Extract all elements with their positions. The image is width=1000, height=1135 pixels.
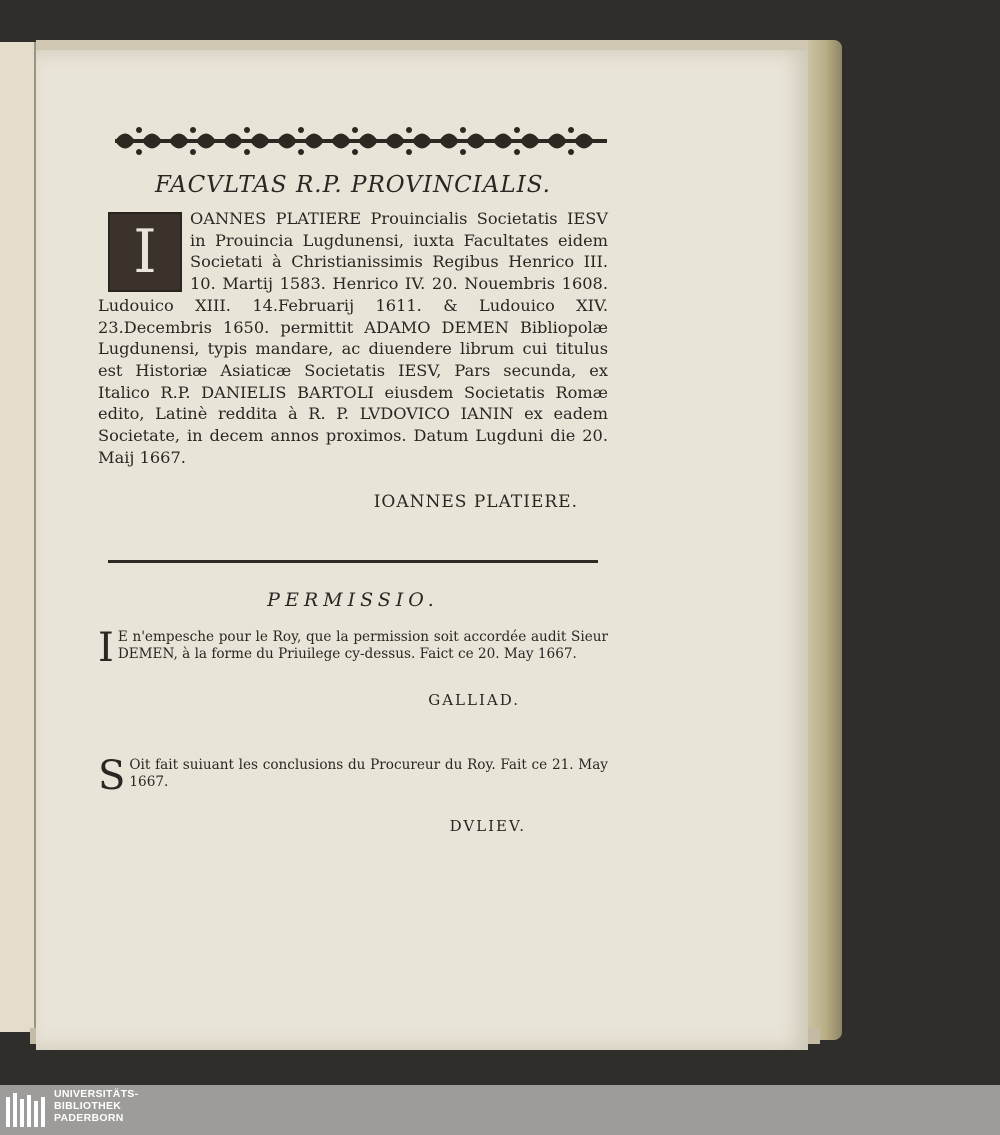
permissio-text: E n'empesche pour le Roy, que la permission soit accordée audit Sieur DEMEN, à la forme du Priuilege cy-dessus. Faict ce 20. May 1667. xyxy=(117,629,608,663)
library-logo-icon xyxy=(6,1093,46,1127)
signature-dulieu: DVLIEV. xyxy=(449,817,526,836)
logo-line-1: UNIVERSITÄTS- xyxy=(54,1088,139,1100)
page-content xyxy=(98,170,608,835)
permissio-heading: PERMISSIO. xyxy=(267,589,439,612)
page-title: FACVLTAS R.P. PROVINCIALIS. xyxy=(155,172,551,198)
ornament-band xyxy=(115,124,607,158)
logo-line-2: BIBLIOTHEK xyxy=(54,1100,122,1112)
horizontal-rule xyxy=(108,560,598,563)
faculty-text: OANNES PLATIERE Prouincialis Societatis IESV in Prouincia Lugdunensi, iuxta Facultates eidem Societati à Christianissimis Regibus Henrico III. 10. Martij 1583. Henrico IV. 20. Nouembris 1608. Ludouico XIII. 14.Februarij 1611. & Ludouico XIV. 23.Decembris 1650. permittit ADAMO DEMEN Bibliopolæ Lugdunensi, typis mandare, ac diuendere librum cui titulus est Historiæ Asiaticæ Societatis IESV, Pars secunda, ex Italico R.P. DANIELIS BARTOLI eiusdem Societatis Romæ edito, Latinè reddita à R. P. LVDOVICO IANIN ex eadem Societate, in decem annos proximos. Datum Lugduni die 20. Maij 1667. xyxy=(98,209,608,467)
faculty-paragraph xyxy=(98,208,608,468)
soit-initial: S xyxy=(98,753,126,800)
permissio-initial: I xyxy=(98,625,114,672)
soit-paragraph xyxy=(98,753,608,800)
permissio-paragraph xyxy=(98,625,608,672)
decorated-initial: I xyxy=(108,212,182,292)
logo-line-3: PADERBORN xyxy=(54,1112,124,1124)
soit-text: Oit fait suiuant les conclusions du Procureur du Roy. Fait ce 21. May 1667. xyxy=(129,757,608,791)
library-logo-text xyxy=(54,1088,138,1124)
library-footer xyxy=(0,1085,1000,1135)
left-page-edge xyxy=(0,42,37,1032)
signature-galliad: GALLIAD. xyxy=(428,691,520,710)
signature-platiere: IOANNES PLATIERE. xyxy=(373,492,578,513)
